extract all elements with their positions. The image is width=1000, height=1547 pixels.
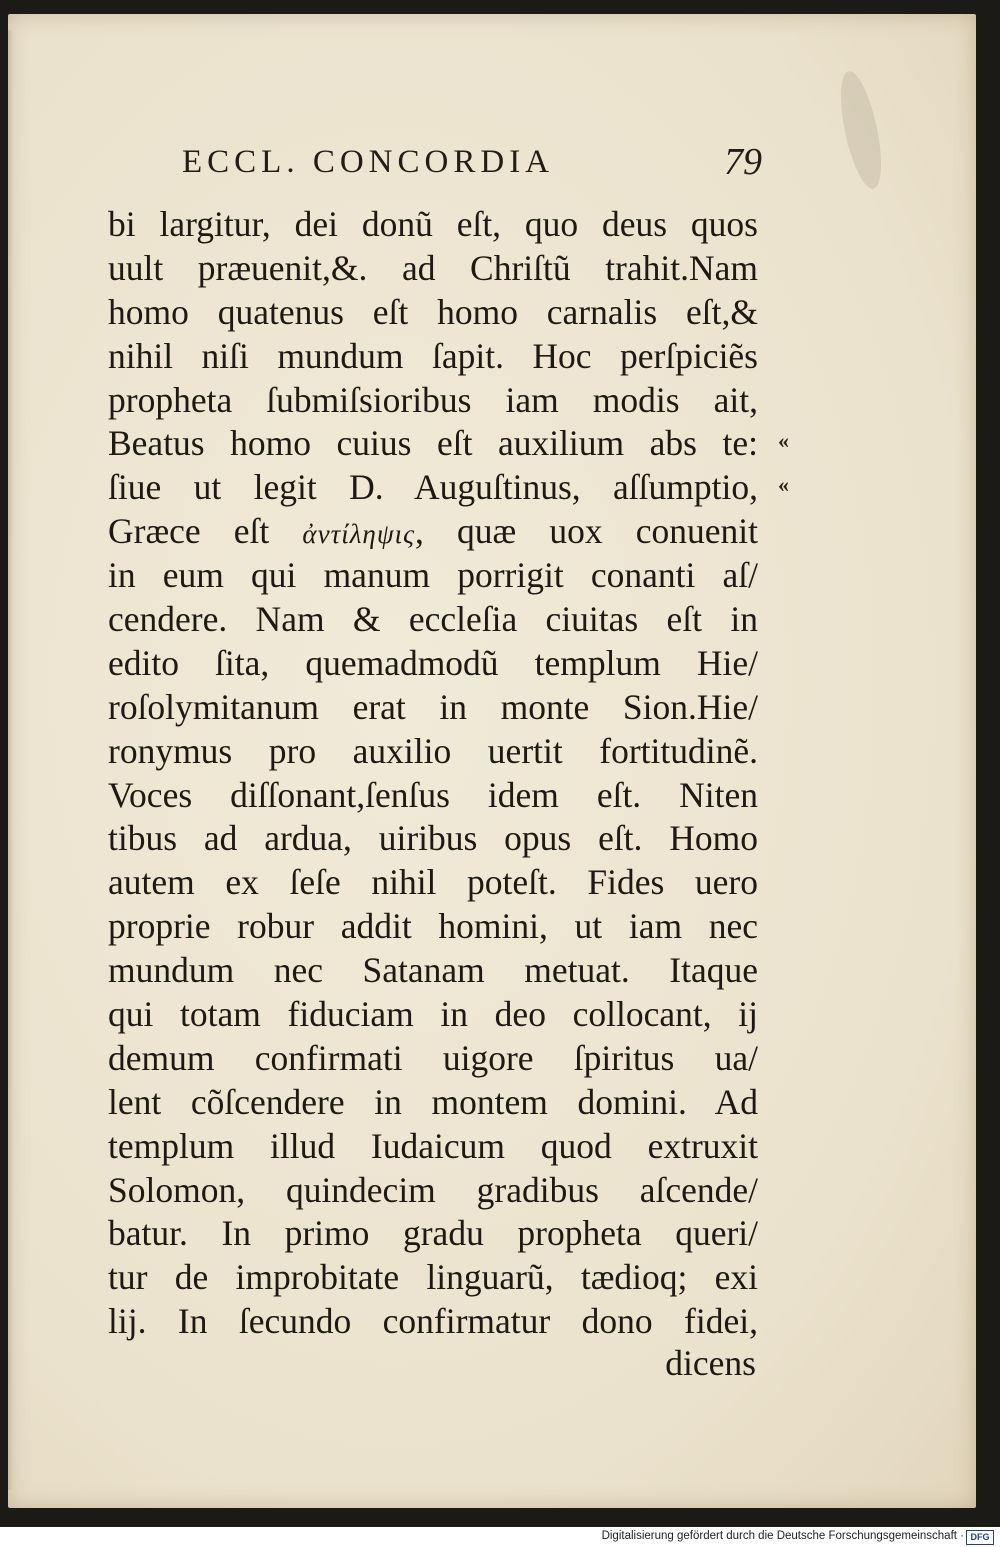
text-line <box>108 291 758 335</box>
text-line <box>108 1081 758 1125</box>
text-line-segment: lij. In ſecundo confirmatur dono fidei, <box>108 1301 758 1342</box>
text-line-segment: ſiue ut legit D. Auguſtinus, aſſumptio, <box>108 467 758 508</box>
text-line-segment: Voces diſſonant,ſenſus idem eſt. Niten <box>108 774 758 815</box>
page-number: 79 <box>724 141 762 183</box>
text-line <box>108 247 758 291</box>
text-line-segment: homo quatenus eſt homo carnalis eſt,& <box>108 291 758 332</box>
page-header <box>182 140 762 186</box>
text-line <box>108 1037 758 1081</box>
text-line-segment: edito ſita, quemadmodũ templum Hie/ <box>108 642 758 683</box>
text-line <box>108 510 758 554</box>
text-line-segment: autem ex ſeſe nihil poteſt. Fides uero <box>108 862 758 903</box>
text-line-segment: qui totam fiduciam in deo collocant, ij <box>108 994 758 1035</box>
text-line <box>108 598 758 642</box>
text-line-segment: nihil niſi mundum ſapit. Hoc perſpiciẽs <box>108 335 758 376</box>
text-line <box>108 949 758 993</box>
text-line <box>108 335 758 379</box>
margin-quote-mark: « <box>778 428 789 453</box>
text-line-segment: Græce eſt <box>108 511 303 552</box>
text-line <box>108 466 758 510</box>
text-line <box>108 1169 758 1213</box>
text-line-segment: , quæ uox conuenit <box>415 511 758 552</box>
text-line <box>108 1212 758 1256</box>
page-edge-shadow <box>8 30 13 1490</box>
text-line-segment: templum illud Iudaicum quod extruxit <box>108 1125 758 1166</box>
text-line-segment: in eum qui manum porrigit conanti aſ/ <box>108 555 758 596</box>
text-line <box>108 730 758 774</box>
text-line <box>108 203 758 247</box>
dfg-logo-icon: DFG <box>966 1530 994 1545</box>
text-line-segment: tibus ad ardua, uiribus opus eſt. Homo <box>108 818 758 859</box>
credit-bar <box>0 1527 1000 1547</box>
text-line-segment: uult præuenit,&. ad Chriſtũ trahit.Nam <box>108 247 758 288</box>
funding-credit: Digitalisierung gefördert durch die Deutsche Forschungsgemeinschaft · <box>601 1530 964 1542</box>
text-line-segment: cendere. Nam & eccleſia ciuitas eſt in <box>108 599 758 640</box>
greek-word: ἀντίληψις <box>302 519 416 550</box>
text-line <box>108 774 758 818</box>
running-title: ECCL. CONCORDIA <box>182 144 555 180</box>
text-line-segment: bi largitur, dei donũ eſt, quo deus quos <box>108 204 758 244</box>
text-line <box>108 993 758 1037</box>
text-line-segment: propheta ſubmiſsioribus iam modis ait, <box>108 379 758 420</box>
text-line-segment: batur. In primo gradu propheta queri/ <box>108 1213 758 1254</box>
text-line-segment: Solomon, quindecim gradibus aſcende/ <box>108 1169 758 1210</box>
text-line-segment: roſolymitanum erat in monte Sion.Hie/ <box>108 686 758 727</box>
text-line-segment: demum confirmati uigore ſpiritus ua/ <box>108 1037 758 1078</box>
text-line <box>108 817 758 861</box>
text-line-segment: tur de improbitate linguarũ, tædioq; exi <box>108 1257 758 1298</box>
text-line <box>108 905 758 949</box>
text-line <box>108 686 758 730</box>
text-line <box>108 642 758 686</box>
text-line-segment: lent cõſcendere in montem domini. Ad <box>108 1081 758 1122</box>
text-line <box>108 1125 758 1169</box>
text-line-segment: Beatus homo cuius eſt auxilium abs te: <box>108 423 758 464</box>
margin-quote-mark: « <box>778 472 789 497</box>
catchword: dicens <box>665 1343 756 1383</box>
text-line-segment: mundum nec Satanam metuat. Itaque <box>108 950 758 991</box>
text-line <box>108 379 758 423</box>
text-line <box>108 1256 758 1300</box>
text-line-segment: ronymus pro auxilio uertit fortitudinẽ. <box>108 730 758 771</box>
text-line <box>108 1300 758 1344</box>
text-line <box>108 422 758 466</box>
text-line <box>108 554 758 598</box>
text-line <box>108 861 758 905</box>
body-text <box>108 203 758 1344</box>
text-line-segment: proprie robur addit homini, ut iam nec <box>108 906 758 947</box>
